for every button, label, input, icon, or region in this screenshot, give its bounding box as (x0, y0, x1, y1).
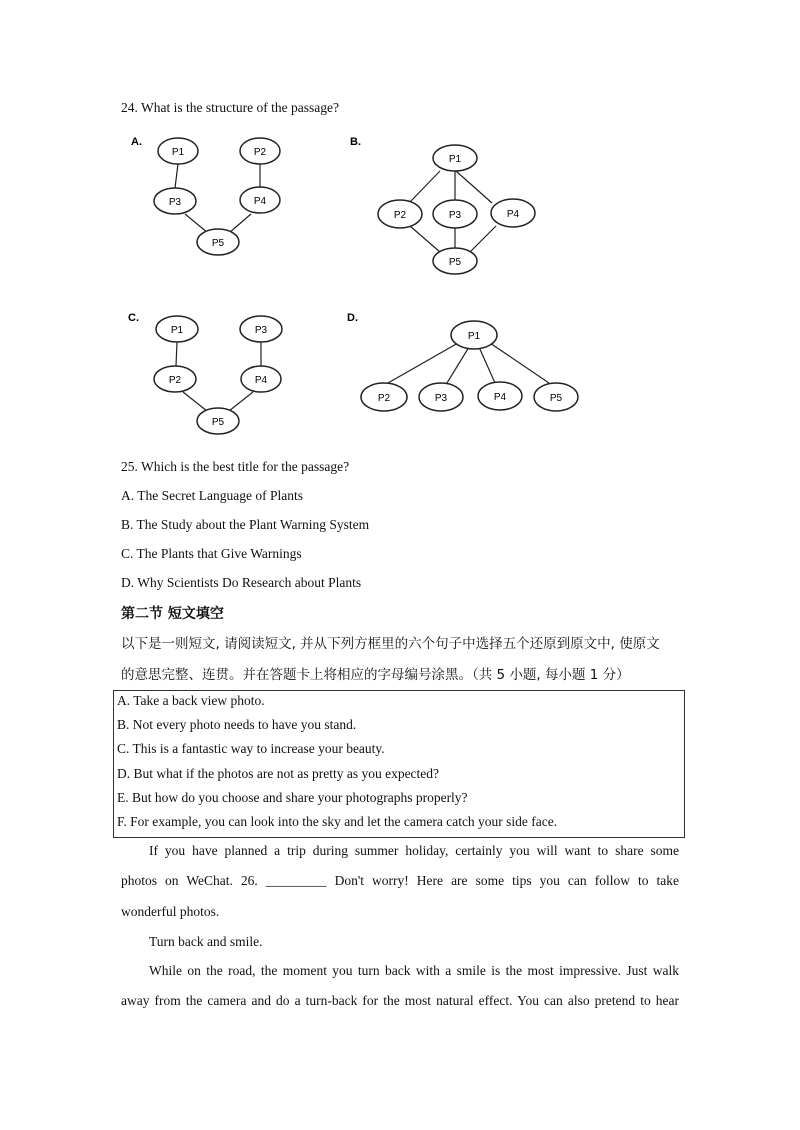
node-p2: P2 (393, 210, 407, 221)
options-box (113, 690, 685, 838)
node-p5: P5 (211, 417, 225, 428)
instruction-line-2: 的意思完整、连贯。并在答题卡上将相应的字母编号涂黑。（共 5 小题, 每小题 1 分） (121, 667, 630, 683)
diagram-b (344, 128, 554, 276)
node-p3: P3 (254, 325, 268, 336)
box-option-e: E. But how do you choose and share your photographs properly? (117, 790, 468, 805)
q25-option-a: A. The Secret Language of Plants (121, 488, 303, 503)
node-p1: P1 (448, 154, 462, 165)
passage-p1-line1: If you have planned a trip during summer holiday, certainly you will want to share some (149, 843, 679, 858)
section-title: 第二节 短文填空 (121, 606, 224, 622)
node-p3: P3 (434, 393, 448, 404)
diagram-c (125, 305, 315, 440)
passage-p1-line3: wonderful photos. (121, 904, 220, 919)
node-p1: P1 (170, 325, 184, 336)
passage-p2-line1: While on the road, the moment you turn back with a smile is the most impressive. Just walk (149, 963, 679, 978)
node-p4: P4 (493, 392, 507, 403)
diagram-a-label: A. (131, 136, 142, 148)
node-p5: P5 (211, 238, 225, 249)
question-25: 25. Which is the best title for the passage? (121, 459, 350, 474)
node-p4: P4 (254, 375, 268, 386)
box-option-d: D. But what if the photos are not as pretty as you expected? (117, 766, 440, 781)
q25-option-c: C. The Plants that Give Warnings (121, 546, 302, 561)
instruction-line-1: 以下是一则短文, 请阅读短文, 并从下列方框里的六个句子中选择五个还原到原文中, 使原文 (121, 636, 660, 652)
node-p5: P5 (448, 257, 462, 268)
diagram-d (344, 305, 584, 415)
box-option-b: B. Not every photo needs to have you stand. (117, 717, 357, 732)
node-p5: P5 (549, 393, 563, 404)
box-option-c: C. This is a fantastic way to increase your beauty. (117, 741, 385, 756)
node-p2: P2 (253, 147, 267, 158)
box-option-a: A. Take a back view photo. (117, 693, 265, 708)
diagram-d-label: D. (347, 312, 358, 324)
q25-option-b: B. The Study about the Plant Warning System (121, 517, 370, 532)
question-24: 24. What is the structure of the passage? (121, 100, 339, 115)
passage-p1-line2: photos on WeChat. 26. _________ Don't worry! Here are some tips you can follow to take (121, 873, 679, 888)
diagram-c-label: C. (128, 312, 139, 324)
diagram-b-label: B. (350, 136, 361, 148)
node-p4: P4 (253, 196, 267, 207)
diagram-a (125, 128, 315, 276)
box-option-f: F. For example, you can look into the sky and let the camera catch your side face. (117, 814, 558, 829)
node-p2: P2 (168, 375, 182, 386)
node-p1: P1 (467, 331, 481, 342)
q25-option-d: D. Why Scientists Do Research about Plants (121, 575, 362, 590)
passage-p2-line2: away from the camera and do a turn-back for the most natural effect. You can also pretend to hear (121, 993, 679, 1008)
node-p3: P3 (168, 197, 182, 208)
node-p2: P2 (377, 393, 391, 404)
node-p1: P1 (171, 147, 185, 158)
node-p3: P3 (448, 210, 462, 221)
node-p4: P4 (506, 209, 520, 220)
passage-heading: Turn back and smile. (149, 934, 263, 949)
